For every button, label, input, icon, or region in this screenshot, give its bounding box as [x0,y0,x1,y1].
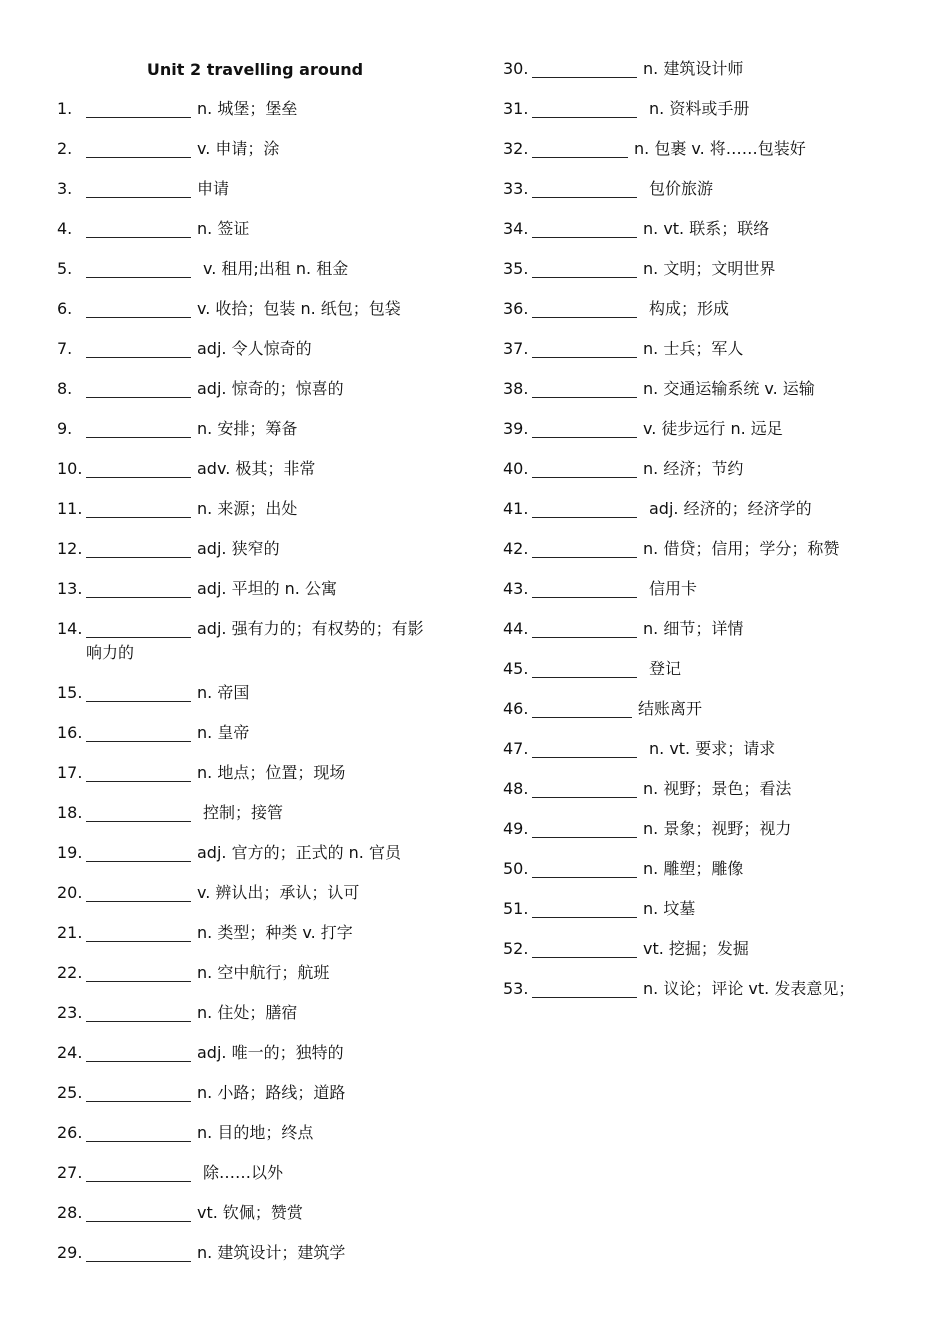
definition: adj. 惊奇的；惊喜的 [197,379,344,398]
vocab-item [57,139,457,179]
item-number: 44. [503,619,529,638]
item-number: 38. [503,379,529,398]
vocab-item [57,99,457,139]
answer-blank[interactable] [532,939,637,958]
item-number: 28. [57,1203,83,1222]
vocab-item [503,819,923,859]
answer-blank[interactable] [86,1083,191,1102]
answer-blank[interactable] [86,1243,191,1262]
answer-blank[interactable] [532,59,637,78]
definition: n. 经济；节约 [643,459,744,478]
definition: adj. 唯一的；独特的 [197,1043,344,1062]
item-number: 33. [503,179,529,198]
definition: 信用卡 [649,579,698,598]
answer-blank[interactable] [532,899,637,918]
answer-blank[interactable] [532,579,637,598]
definition: n. 地点；位置；现场 [197,763,346,782]
answer-blank[interactable] [86,299,191,318]
vocab-item [503,899,923,939]
right-column [503,59,923,1019]
item-number: 51. [503,899,529,918]
vocab-item [503,939,923,979]
item-number: 22. [57,963,83,982]
definition: adj. 狭窄的 [197,539,280,558]
item-number: 29. [57,1243,83,1262]
definition: n. 借贷；信用；学分；称赞 [643,539,840,558]
answer-blank[interactable] [86,419,191,438]
item-number: 47. [503,739,529,758]
answer-blank[interactable] [86,1043,191,1062]
answer-blank[interactable] [532,139,628,158]
definition: n. 住处；膳宿 [197,1003,298,1022]
item-number: 13. [57,579,83,598]
answer-blank[interactable] [532,819,637,838]
definition: adj. 平坦的 n. 公寓 [197,579,337,598]
vocab-item [503,659,923,699]
vocab-item [57,843,457,883]
vocab-item [57,963,457,1003]
vocab-item [57,683,457,723]
item-number: 46. [503,699,529,718]
answer-blank[interactable] [532,99,637,118]
vocab-item [503,699,923,739]
vocab-item [503,379,923,419]
definition: n. 类型；种类 v. 打字 [197,923,353,942]
answer-blank[interactable] [532,219,637,238]
definition: n. vt. 要求；请求 [649,739,776,758]
definition: n. 议论；评论 vt. 发表意见； [643,979,855,998]
definition: v. 收拾；包装 n. 纸包；包袋 [197,299,401,318]
definition: n. 资料或手册 [649,99,750,118]
item-number: 4. [57,219,73,238]
answer-blank[interactable] [532,539,637,558]
definition: 结账离开 [638,699,703,718]
vocab-item [503,339,923,379]
definition: n. 文明；文明世界 [643,259,776,278]
answer-blank[interactable] [86,139,191,158]
vocab-item [503,499,923,539]
vocab-item [503,739,923,779]
item-number: 45. [503,659,529,678]
answer-blank[interactable] [86,259,191,278]
vocab-item [503,579,923,619]
vocab-item [503,979,923,1019]
answer-blank[interactable] [532,259,637,278]
vocab-item [57,763,457,803]
definition: n. 空中航行；航班 [197,963,330,982]
vocab-item [57,1243,457,1283]
definition: n. 帝国 [197,683,250,702]
answer-blank[interactable] [86,883,191,902]
answer-blank[interactable] [532,299,637,318]
definition: n. 坟墓 [643,899,696,918]
vocab-item [57,579,457,619]
answer-blank[interactable] [86,1003,191,1022]
answer-blank[interactable] [532,459,637,478]
item-number: 5. [57,259,73,278]
definition: n. 小路；路线；道路 [197,1083,346,1102]
vocab-item [503,99,923,139]
item-number: 8. [57,379,73,398]
item-number: 30. [503,59,529,78]
item-number: 34. [503,219,529,238]
item-number: 35. [503,259,529,278]
vocab-item [503,419,923,459]
vocab-item [503,139,923,179]
item-number: 7. [57,339,73,358]
item-number: 16. [57,723,83,742]
definition: n. 包裹 v. 将……包装好 [634,139,806,158]
item-number: 10. [57,459,83,478]
definition: n. 细节；详情 [643,619,744,638]
definition: adj. 经济的；经济学的 [649,499,812,518]
definition: n. 景象；视野；视力 [643,819,792,838]
item-number: 18. [57,803,83,822]
answer-blank[interactable] [86,1203,191,1222]
vocab-item [57,1203,457,1243]
answer-blank[interactable] [86,923,191,942]
worksheet-title: Unit 2 travelling around [146,60,364,79]
definition: 构成；形成 [649,299,730,318]
vocab-item [503,259,923,299]
vocab-item [503,59,923,99]
vocab-item [57,619,457,683]
item-number: 31. [503,99,529,118]
item-number: 32. [503,139,529,158]
vocab-item [57,339,457,379]
item-number: 21. [57,923,83,942]
definition: n. 目的地；终点 [197,1123,314,1142]
item-number: 23. [57,1003,83,1022]
item-number: 2. [57,139,73,158]
vocab-item [503,179,923,219]
definition: n. 士兵；军人 [643,339,744,358]
answer-blank[interactable] [532,619,637,638]
item-number: 3. [57,179,73,198]
definition: n. 视野；景色；看法 [643,779,792,798]
definition: n. 来源；出处 [197,499,298,518]
vocab-item [503,539,923,579]
item-number: 41. [503,499,529,518]
vocab-item [57,1163,457,1203]
vocab-item [57,219,457,259]
item-number: 25. [57,1083,83,1102]
vocab-item [57,179,457,219]
definition: vt. 挖掘；发掘 [643,939,749,958]
left-column [57,99,457,1283]
vocab-item [57,419,457,459]
item-number: 15. [57,683,83,702]
item-number: 19. [57,843,83,862]
definition: v. 辨认出；承认；认可 [197,883,360,902]
answer-blank[interactable] [86,459,191,478]
vocab-item [503,299,923,339]
vocab-item [57,459,457,499]
item-number: 53. [503,979,529,998]
answer-blank[interactable] [532,659,637,678]
answer-blank[interactable] [86,1123,191,1142]
answer-blank[interactable] [86,1163,191,1182]
item-number: 36. [503,299,529,318]
definition: 除……以外 [203,1163,284,1182]
item-number: 52. [503,939,529,958]
definition-continuation: 响力的 [86,643,135,662]
item-number: 27. [57,1163,83,1182]
item-number: 24. [57,1043,83,1062]
answer-blank[interactable] [532,419,637,438]
item-number: 43. [503,579,529,598]
item-number: 20. [57,883,83,902]
definition: n. 交通运输系统 v. 运输 [643,379,815,398]
answer-blank[interactable] [532,499,637,518]
vocab-item [503,859,923,899]
definition: 申请 [197,179,230,198]
answer-blank[interactable] [86,339,191,358]
answer-blank[interactable] [532,979,637,998]
definition: 包价旅游 [649,179,714,198]
vocab-item [57,299,457,339]
item-number: 26. [57,1123,83,1142]
definition: n. 安排；筹备 [197,419,298,438]
vocab-item [57,1123,457,1163]
answer-blank[interactable] [532,379,637,398]
answer-blank[interactable] [86,379,191,398]
definition: v. 租用;出租 n. 租金 [203,259,349,278]
item-number: 14. [57,619,83,638]
vocab-item [503,779,923,819]
answer-blank[interactable] [86,219,191,238]
item-number: 40. [503,459,529,478]
answer-blank[interactable] [86,619,191,638]
definition: 登记 [649,659,682,678]
definition: vt. 钦佩；赞赏 [197,1203,303,1222]
vocab-item [57,803,457,843]
definition: n. 建筑设计师 [643,59,744,78]
definition: n. 皇帝 [197,723,250,742]
item-number: 42. [503,539,529,558]
item-number: 17. [57,763,83,782]
vocab-item [57,923,457,963]
answer-blank[interactable] [86,499,191,518]
answer-blank[interactable] [86,963,191,982]
item-number: 9. [57,419,73,438]
answer-blank[interactable] [86,803,191,822]
answer-blank[interactable] [532,859,637,878]
vocab-item [57,379,457,419]
definition: n. 建筑设计；建筑学 [197,1243,346,1262]
answer-blank[interactable] [86,843,191,862]
answer-blank[interactable] [532,179,637,198]
vocab-item [503,619,923,659]
vocab-item [503,459,923,499]
item-number: 39. [503,419,529,438]
answer-blank[interactable] [532,699,632,718]
answer-blank[interactable] [86,763,191,782]
answer-blank[interactable] [86,723,191,742]
vocab-item [503,219,923,259]
item-number: 12. [57,539,83,558]
item-number: 50. [503,859,529,878]
definition: adj. 强有力的；有权势的；有影 [197,619,424,638]
vocab-item [57,883,457,923]
answer-blank[interactable] [532,739,637,758]
vocab-item [57,259,457,299]
definition: n. 城堡；堡垒 [197,99,298,118]
definition: n. vt. 联系；联络 [643,219,770,238]
vocab-item [57,723,457,763]
vocab-item [57,539,457,579]
answer-blank[interactable] [86,579,191,598]
definition: n. 签证 [197,219,250,238]
definition: v. 申请；涂 [197,139,280,158]
item-number: 1. [57,99,73,118]
vocab-item [57,499,457,539]
vocab-item [57,1083,457,1123]
item-number: 6. [57,299,73,318]
item-number: 11. [57,499,83,518]
answer-blank[interactable] [86,179,191,198]
definition: n. 雕塑；雕像 [643,859,744,878]
answer-blank[interactable] [532,339,637,358]
item-number: 49. [503,819,529,838]
definition: adj. 令人惊奇的 [197,339,312,358]
vocab-item [57,1003,457,1043]
item-number: 37. [503,339,529,358]
definition: adv. 极其；非常 [197,459,316,478]
definition: v. 徒步远行 n. 远足 [643,419,783,438]
answer-blank[interactable] [532,779,637,798]
definition: adj. 官方的；正式的 n. 官员 [197,843,401,862]
definition: 控制；接管 [203,803,284,822]
answer-blank[interactable] [86,683,191,702]
vocab-item [57,1043,457,1083]
item-number: 48. [503,779,529,798]
answer-blank[interactable] [86,99,191,118]
answer-blank[interactable] [86,539,191,558]
